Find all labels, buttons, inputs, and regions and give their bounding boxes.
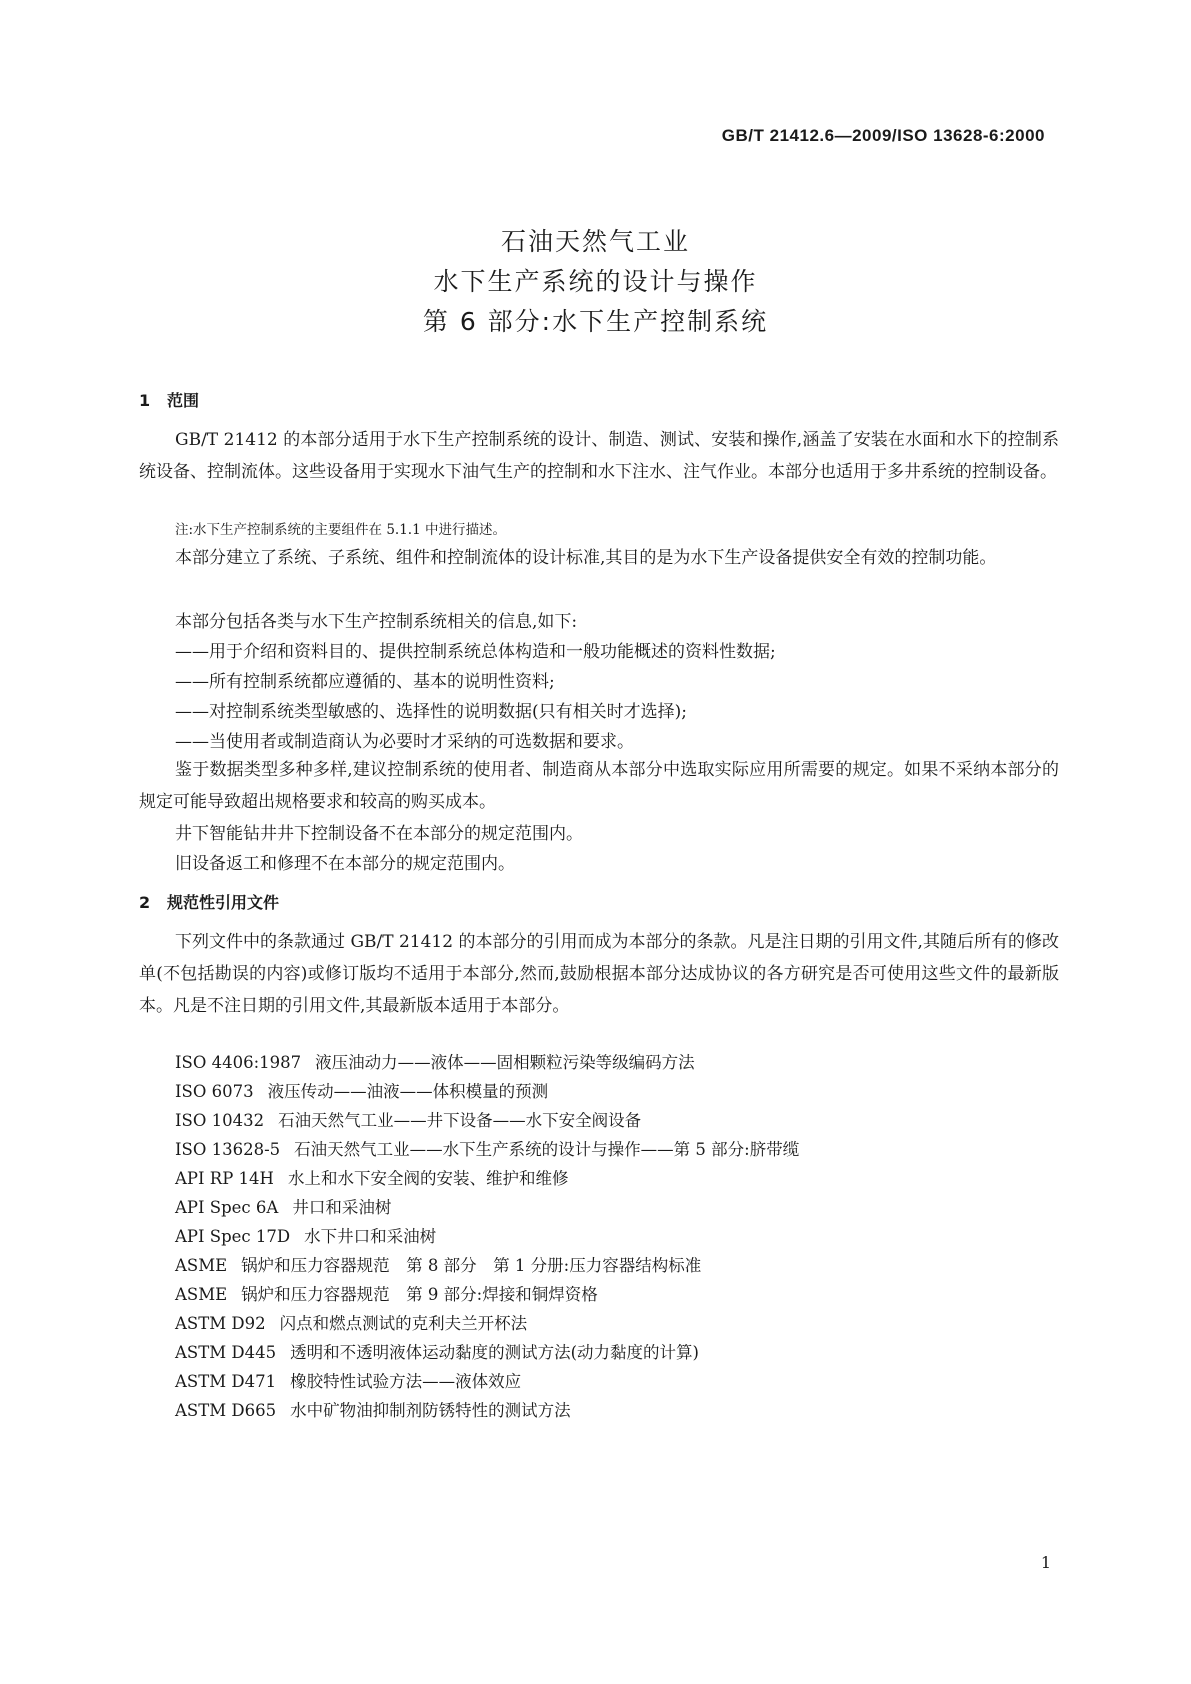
reference-code: ISO 6073	[175, 1082, 254, 1101]
reference-title: 水下井口和采油树	[304, 1227, 437, 1246]
title-line-3: 第 6 部分:水下生产控制系统	[422, 307, 769, 336]
section-2-heading	[139, 890, 279, 913]
list-item: ——当使用者或制造商认为必要时才采纳的可选数据和要求。	[175, 732, 634, 752]
list-item: ——用于介绍和资料目的、提供控制系统总体构造和一般功能概述的资料性数据;	[175, 642, 776, 662]
section-2-title: 规范性引用文件	[167, 893, 280, 912]
reference-item	[175, 1107, 641, 1131]
section-1-paragraph-1: GB/T 21412 的本部分适用于水下生产控制系统的设计、制造、测试、安装和操作,涵盖了安装在水面和水下的控制系统设备、控制流体。这些设备用于实现水下油气生产的控制和水下注水、注气作业。本部分也适用于多井系统的控制设备。	[139, 430, 1059, 482]
reference-item	[175, 1397, 571, 1421]
title-line-2: 水下生产系统的设计与操作	[433, 267, 758, 296]
reference-title: 石油天然气工业——水下生产系统的设计与操作——第 5 部分:脐带缆	[294, 1140, 800, 1159]
reference-item	[175, 1310, 527, 1334]
section-1-note: 注:水下生产控制系统的主要组件在 5.1.1 中进行描述。	[175, 522, 506, 538]
section-1-paragraph-6: 旧设备返工和修理不在本部分的规定范围内。	[175, 854, 515, 874]
reference-item	[175, 1078, 548, 1102]
reference-title: 水上和水下安全阀的安装、维护和维修	[287, 1169, 569, 1188]
document-title	[0, 222, 1191, 342]
reference-item	[175, 1165, 568, 1189]
reference-item	[175, 1281, 598, 1305]
section-1-heading	[139, 388, 199, 411]
section-1-paragraph-2: 本部分建立了系统、子系统、组件和控制流体的设计标准,其目的是为水下生产设备提供安全有效的控制功能。	[175, 548, 997, 568]
section-1-number: 1	[139, 391, 151, 410]
standard-code: GB/T 21412.6—2009/ISO 13628-6:2000	[721, 126, 1045, 145]
reference-title: 锅炉和压力容器规范 第 8 部分 第 1 分册:压力容器结构标准	[241, 1256, 702, 1275]
reference-title: 水中矿物油抑制剂防锈特性的测试方法	[290, 1401, 571, 1420]
section-1-paragraph-5: 井下智能钻井井下控制设备不在本部分的规定范围内。	[175, 824, 583, 844]
reference-code: ISO 10432	[175, 1111, 265, 1130]
reference-item	[175, 1368, 521, 1392]
reference-code: API RP 14H	[175, 1169, 274, 1188]
section-1-paragraph-4: 鉴于数据类型多种多样,建议控制系统的使用者、制造商从本部分中选取实际应用所需要的规定。如果不采纳本部分的规定可能导致超出规格要求和较高的购买成本。	[139, 760, 1059, 812]
reference-title: 橡胶特性试验方法——液体效应	[290, 1372, 522, 1391]
title-line-1: 石油天然气工业	[500, 227, 690, 256]
reference-title: 锅炉和压力容器规范 第 9 部分:焊接和铜焊资格	[241, 1285, 598, 1304]
page-number: 1	[1040, 1553, 1051, 1572]
reference-item	[175, 1223, 436, 1247]
reference-item	[175, 1252, 701, 1276]
reference-code: API Spec 6A	[175, 1198, 279, 1217]
reference-title: 液压传动——油液——体积模量的预测	[267, 1082, 549, 1101]
section-2-paragraph-1: 下列文件中的条款通过 GB/T 21412 的本部分的引用而成为本部分的条款。凡是注日期的引用文件,其随后所有的修改单(不包括勘误的内容)或修订版均不适用于本部分,然而,鼓励根据本部分达成协议的各方研究是否可使用这些文件的最新版本。凡是不注日期的引用文件,其最新版本适用于本部分。	[139, 932, 1059, 1016]
reference-code: ASTM D92	[175, 1314, 266, 1333]
reference-code: ASTM D665	[175, 1401, 277, 1420]
reference-title: 石油天然气工业——井下设备——水下安全阀设备	[278, 1111, 642, 1130]
list-item: ——所有控制系统都应遵循的、基本的说明性资料;	[175, 672, 555, 692]
reference-item	[175, 1136, 799, 1160]
reference-title: 井口和采油树	[292, 1198, 392, 1217]
reference-code: ASME	[175, 1256, 228, 1275]
reference-item	[175, 1194, 391, 1218]
reference-item	[175, 1049, 695, 1073]
reference-item	[175, 1339, 699, 1363]
reference-code: ASME	[175, 1285, 228, 1304]
list-item: ——对控制系统类型敏感的、选择性的说明数据(只有相关时才选择);	[175, 702, 687, 722]
reference-title: 透明和不透明液体运动黏度的测试方法(动力黏度的计算)	[290, 1343, 699, 1362]
section-1-paragraph-3: 本部分包括各类与水下生产控制系统相关的信息,如下:	[175, 612, 578, 632]
reference-code: ISO 4406:1987	[175, 1053, 302, 1072]
reference-code: ASTM D471	[175, 1372, 277, 1391]
reference-title: 闪点和燃点测试的克利夫兰开杯法	[279, 1314, 528, 1333]
section-1-title: 范围	[167, 391, 200, 410]
section-2-number: 2	[139, 893, 151, 912]
reference-code: API Spec 17D	[175, 1227, 291, 1246]
reference-code: ISO 13628-5	[175, 1140, 281, 1159]
reference-title: 液压油动力——液体——固相颗粒污染等级编码方法	[315, 1053, 695, 1072]
reference-code: ASTM D445	[175, 1343, 277, 1362]
